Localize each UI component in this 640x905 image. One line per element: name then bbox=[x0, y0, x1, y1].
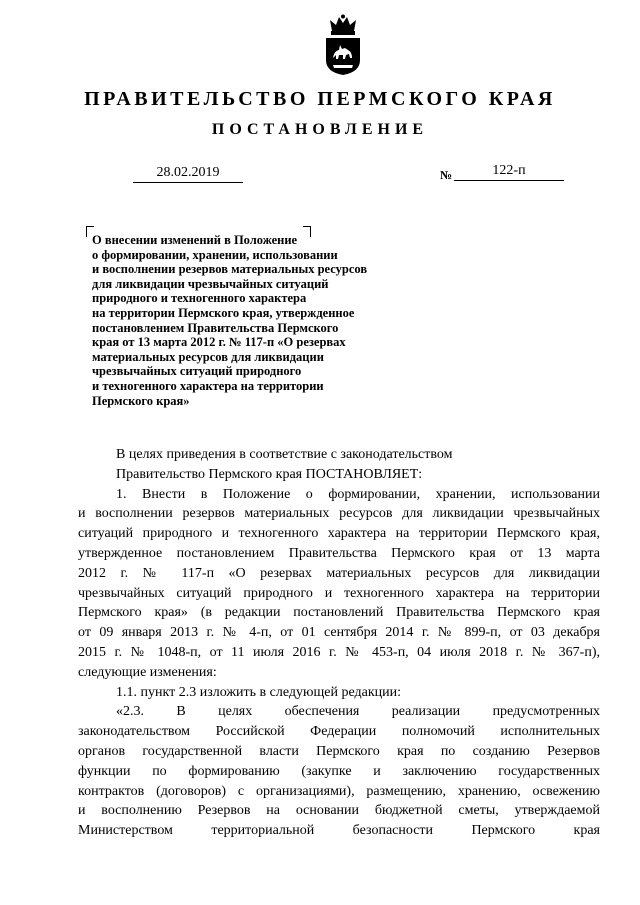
coat-of-arms-icon bbox=[323, 14, 363, 76]
subject-line: о формировании, хранении, использовании bbox=[92, 247, 338, 262]
number-label: № bbox=[440, 168, 453, 182]
body-line: и восполнении резервов материальных ресурсов для ликвидации чрезвычайных bbox=[78, 506, 600, 522]
body-line: и восполнению Резервов на основании бюджетной сметы, утверждаемой bbox=[78, 803, 600, 819]
body-line: Министерством территориальной безопасности Пермского края bbox=[78, 823, 600, 839]
crown-icon bbox=[330, 15, 356, 36]
body-line: утвержденное постановлением Правительства Пермского края от 13 марта bbox=[78, 545, 600, 561]
subject-line: постановлением Правительства Пермского bbox=[92, 320, 339, 335]
subject-line: чрезвычайных ситуаций природного bbox=[92, 364, 302, 379]
document-number: 122-п bbox=[454, 162, 564, 181]
document-subject bbox=[92, 233, 452, 408]
body-line: законодательством Российской Федерации полномочий исполнительных bbox=[78, 724, 600, 740]
subject-line: и восполнении резервов материальных ресурсов bbox=[92, 262, 368, 277]
body-line: 2012 г. № 117-п «О резервах материальных ресурсов для ликвидации bbox=[78, 565, 600, 581]
subject-line: края от 13 марта 2012 г. № 117-п «О резервах bbox=[92, 335, 346, 350]
body-line: контрактов (договоров) с организациями), размещению, хранению, освежению bbox=[78, 783, 600, 799]
subject-line: на территории Пермского края, утвержденное bbox=[92, 305, 355, 320]
body-line: «2.3. В целях обеспечения реализации предусмотренных bbox=[116, 704, 600, 720]
document-type: ПОСТАНОВЛЕНИЕ bbox=[211, 121, 429, 138]
body-line: ситуаций природного и техногенного характера на территории Пермского края, bbox=[78, 526, 600, 542]
body-line: функции по формированию (закупке и заключению государственных bbox=[78, 763, 600, 779]
body-line: 2015 г. № 1048-п, от 11 июля 2016 г. № 453-п, 04 июля 2018 г. № 367-п), bbox=[78, 644, 600, 660]
body-line: органов государственной власти Пермского края по созданию Резервов bbox=[78, 743, 600, 759]
subject-line: природного и техногенного характера bbox=[92, 291, 307, 306]
body-line: от 09 января 2013 г. № 4-п, от 01 сентября 2014 г. № 899-п, от 03 декабря bbox=[78, 625, 600, 641]
body-line: Пермского края» (в редакции постановлений Правительства Пермского края bbox=[78, 605, 600, 621]
subject-line: О внесении изменений в Положение bbox=[92, 233, 298, 247]
subject-line: для ликвидации чрезвычайных ситуаций bbox=[92, 276, 329, 291]
body-line: 1. Внести в Положение о формировании, хранении, использовании bbox=[116, 486, 600, 502]
government-title: ПРАВИТЕЛЬСТВО ПЕРМСКОГО КРАЯ bbox=[84, 88, 556, 110]
document-body bbox=[78, 445, 600, 841]
subject-line: и техногенного характера на территории bbox=[92, 378, 324, 393]
body-line: 1.1. пункт 2.3 изложить в следующей редакции: bbox=[116, 684, 401, 700]
body-line: В целях приведения в соответствие с законодательством bbox=[116, 447, 453, 462]
document-date: 28.02.2019 bbox=[133, 164, 243, 183]
body-line: Правительство Пермского края ПОСТАНОВЛЯЕТ: bbox=[116, 466, 423, 482]
subject-line: материальных ресурсов для ликвидации bbox=[92, 349, 324, 364]
body-line: чрезвычайных ситуаций природного и техногенного характера на территории bbox=[78, 585, 600, 601]
body-line: следующие изменения: bbox=[78, 664, 217, 680]
subject-line: Пермского края» bbox=[92, 393, 190, 408]
